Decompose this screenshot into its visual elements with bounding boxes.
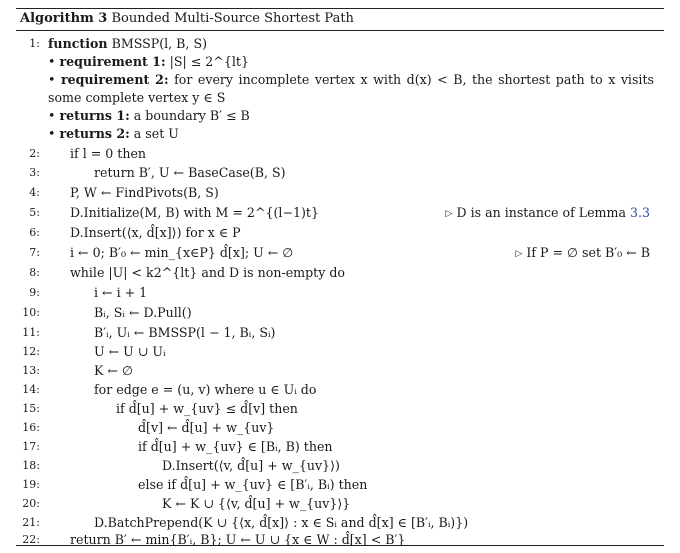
comment-line-5: ▷ D is an instance of Lemma 3.3	[445, 205, 650, 220]
algo-line-18: 18: D.Insert(⟨v, d̂[u] + w_{uv}⟩)	[22, 458, 340, 473]
algorithm-caption	[20, 11, 354, 26]
algo-line-14: 14: for edge e = (u, v) where u ∈ Uᵢ do	[22, 382, 317, 397]
algorithm-box	[16, 8, 664, 546]
algo-line-9: 9: i ← i + 1	[29, 285, 148, 300]
requirement-2: • requirement 2: for every incomplete vertex x with d(x) < B, the shortest path to x visits some complete vertex y ∈ S	[48, 72, 654, 105]
algo-line-17: 17: if d̂[u] + w_{uv} ∈ [Bᵢ, B) then	[22, 439, 333, 454]
caption-title: Bounded Multi-Source Shortest Path	[111, 11, 354, 26]
requirement-1: • requirement 1: |S| ≤ 2^{lt}	[48, 54, 249, 69]
lemma-reference-link[interactable]: 3.3	[629, 205, 650, 220]
algo-line-11: 11: B′ᵢ, Uᵢ ← BMSSP(l − 1, Bᵢ, Sᵢ)	[22, 325, 276, 340]
algo-line-10: 10: Bᵢ, Sᵢ ← D.Pull()	[22, 305, 192, 320]
algo-line-20: 20: K ← K ∪ {⟨v, d̂[u] + w_{uv}⟩}	[22, 496, 351, 511]
algo-line-4: 4: P, W ← FindPivots(B, S)	[29, 185, 219, 200]
function-header: function BMSSP(l, B, S)	[48, 36, 207, 51]
algo-line-19: 19: else if d̂[u] + w_{uv} ∈ [B′ᵢ, Bᵢ) then	[22, 477, 368, 492]
algo-line-15: 15: if d̂[u] + w_{uv} ≤ d̂[v] then	[22, 401, 298, 416]
algo-line-2: 2: if l = 0 then	[29, 146, 147, 161]
algo-line-16: 16: d̂[v] ← d̂[u] + w_{uv}	[22, 420, 275, 435]
algo-line-1	[16, 35, 664, 53]
returns-2: • returns 2: a set U	[48, 126, 179, 141]
returns-1: • returns 1: a boundary B′ ≤ B	[48, 108, 250, 123]
algo-line-6: 6: D.Insert(⟨x, d̂[x]⟩) for x ∈ P	[29, 225, 241, 240]
algo-line-22: 22: return B′ ← min{B′ᵢ, B}; U ← U ∪ {x ∈ W : d̂[x] < B′}	[22, 532, 406, 547]
algo-line-13: 13: K ← ∅	[22, 363, 133, 378]
comment-line-7: ▷ If P = ∅ set B′₀ ← B	[515, 245, 650, 260]
caption-label: Algorithm 3	[20, 11, 108, 26]
algo-line-5: 5: D.Initialize(M, B) with M = 2^{(l−1)t} ▷ D is an instance of Lemma 3.3	[16, 204, 664, 222]
algo-line-21: 21: D.BatchPrepend(K ∪ {⟨x, d̂[x]⟩ : x ∈ Sᵢ and d̂[x] ∈ [B′ᵢ, Bᵢ)})	[22, 515, 469, 530]
algo-line-12: 12: U ← U ∪ Uᵢ	[22, 344, 166, 359]
caption-rule	[16, 30, 664, 31]
line-number: 1:	[29, 37, 40, 50]
algo-line-3: 3: return B′, U ← BaseCase(B, S)	[29, 165, 286, 180]
algo-line-7: 7: i ← 0; B′₀ ← min_{x∈P} d̂[x]; U ← ∅ ▷ If P = ∅ set B′₀ ← B	[16, 244, 664, 262]
algo-line-8: 8: while |U| < k2^{lt} and D is non-empty do	[29, 265, 345, 280]
